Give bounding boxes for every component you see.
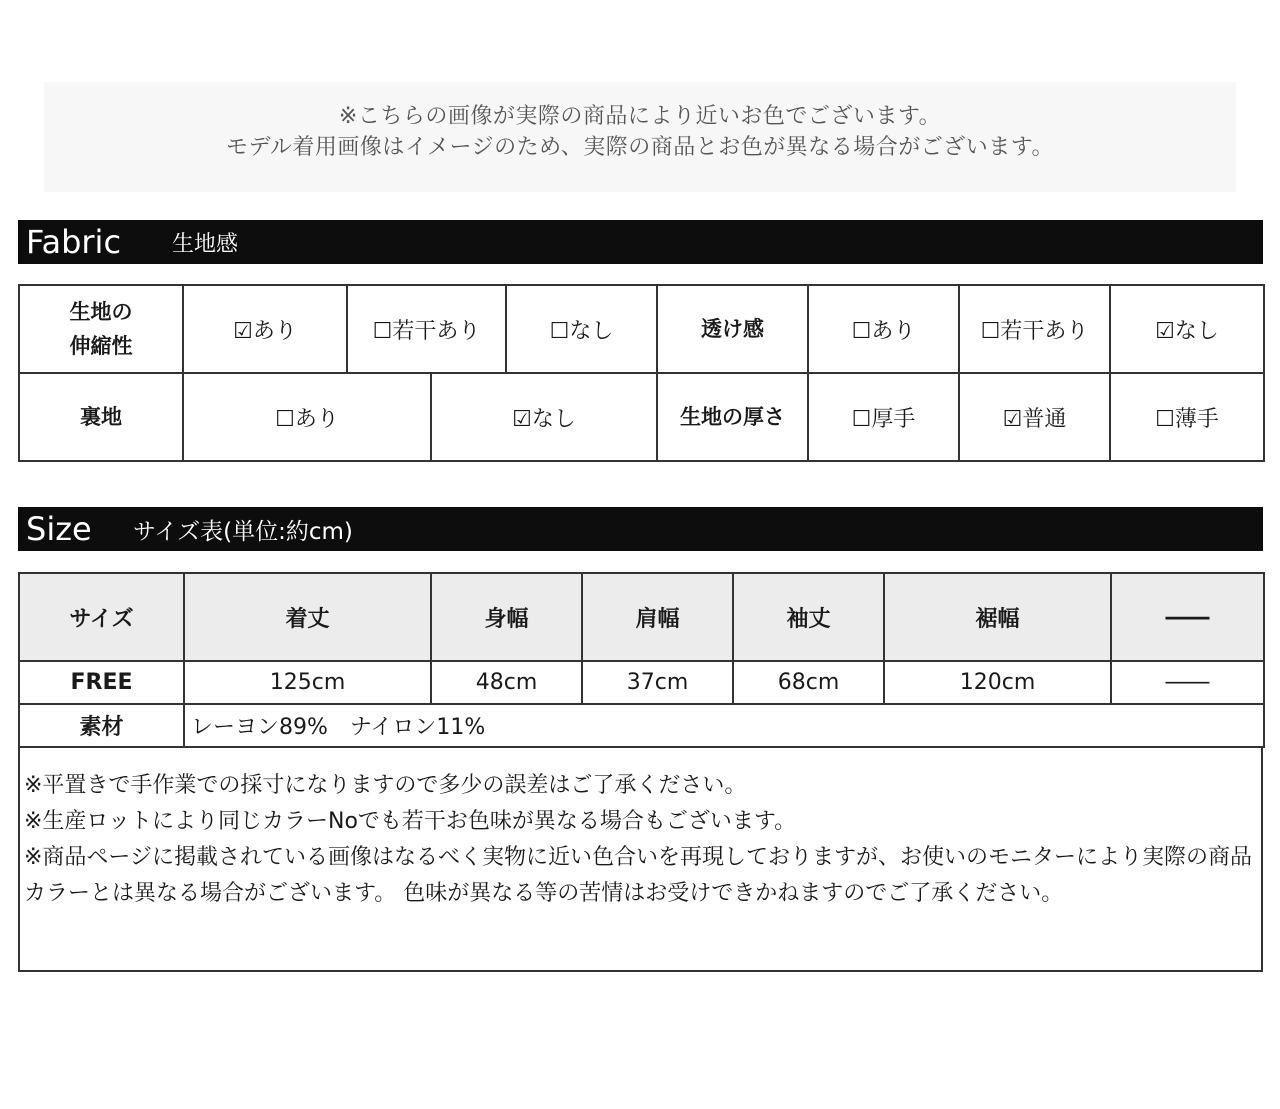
size-table: [18, 572, 1265, 748]
size-free: FREE: [19, 661, 184, 704]
sleeve-value: 68cm: [733, 661, 884, 704]
note-2: ※生産ロットにより同じカラーNoでも若干お色味が異なる場合もございます。: [24, 809, 797, 834]
lining-label: 裏地: [19, 373, 183, 461]
hem-value: 120cm: [884, 661, 1111, 704]
stretch-none: ☐なし: [506, 285, 657, 373]
stretch-slight: ☐若干あり: [347, 285, 506, 373]
material-value: レーヨン89% ナイロン11%: [184, 704, 1264, 747]
sheerness-label: 透け感: [657, 285, 808, 373]
shoulder-value: 37cm: [582, 661, 733, 704]
fabric-title-jp: 生地感: [172, 232, 239, 257]
thickness-thick: ☐厚手: [808, 373, 959, 461]
header-size: サイズ: [19, 573, 184, 661]
size-title-jp: サイズ表(単位:約cm): [133, 519, 353, 545]
size-section-header: [18, 507, 1263, 551]
thickness-normal: ☑普通: [959, 373, 1110, 461]
stretch-yes: ☑あり: [183, 285, 347, 373]
size-title-en: Size: [26, 510, 92, 548]
size-table-header: [19, 573, 1264, 661]
sheerness-none: ☑なし: [1110, 285, 1264, 373]
fabric-title-en: Fabric: [26, 223, 122, 261]
sheerness-yes: ☐あり: [808, 285, 959, 373]
sheerness-slight: ☐若干あり: [959, 285, 1110, 373]
fabric-row-lining: [19, 373, 1264, 461]
lining-yes: ☐あり: [183, 373, 431, 461]
header-hem: 裾幅: [884, 573, 1111, 661]
header-blank: ――: [1111, 573, 1264, 661]
width-value: 48cm: [431, 661, 582, 704]
thickness-thin: ☐薄手: [1110, 373, 1264, 461]
fabric-section-header: [18, 220, 1263, 264]
header-shoulder: 肩幅: [582, 573, 733, 661]
length-value: 125cm: [184, 661, 431, 704]
notice-line-1: ※こちらの画像が実際の商品により近いお色でございます。: [338, 104, 942, 129]
fabric-row-stretch: [19, 285, 1264, 373]
lining-none: ☑なし: [431, 373, 657, 461]
blank-value: ――: [1111, 661, 1264, 704]
notes-box: [18, 748, 1263, 972]
material-row: [19, 704, 1264, 747]
note-3: ※商品ページに掲載されている画像はなるべく実物に近い色合いを再現しておりますが、お使いのモニターにより実際の商品カラーとは異なる場合がございます。 色味が異なる等の苦情はお受けできかねますのでご了承ください。: [24, 845, 1252, 906]
note-1: ※平置きで手作業での採寸になりますので多少の誤差はご了承ください。: [24, 773, 747, 798]
thickness-label: 生地の厚さ: [657, 373, 808, 461]
stretch-label: 生地の 伸縮性: [19, 285, 183, 373]
fabric-table: [18, 284, 1265, 462]
color-notice: [44, 82, 1236, 192]
material-label: 素材: [19, 704, 184, 747]
notice-line-2: モデル着用画像はイメージのため、実際の商品とお色が異なる場合がございます。: [225, 135, 1055, 160]
header-sleeve: 袖丈: [733, 573, 884, 661]
header-width: 身幅: [431, 573, 582, 661]
table-row: [19, 661, 1264, 704]
header-length: 着丈: [184, 573, 431, 661]
